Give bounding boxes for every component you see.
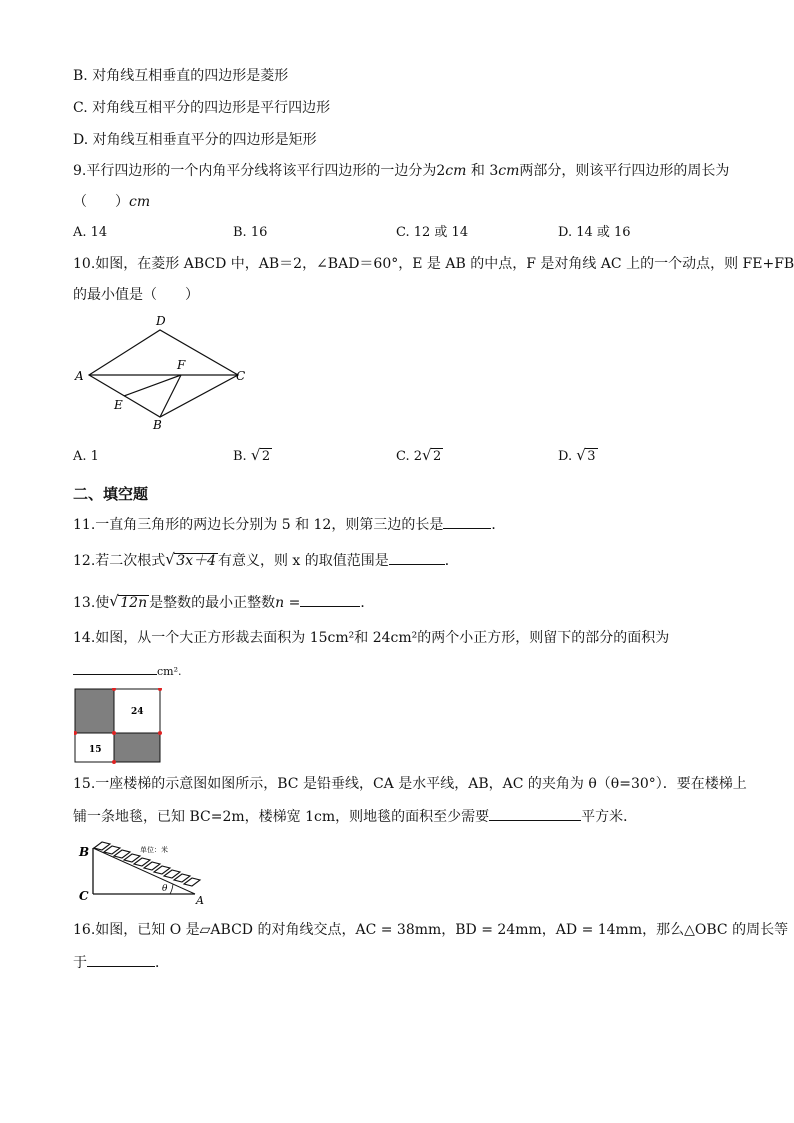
corner-marker [112, 731, 116, 735]
q9-question: 9.平行四边形的一个内角平分线将该平行四边形的一边分为2cm 和 3cm两部分，则该平行四边形的周长为 [73, 163, 730, 179]
shaded-region-bottom-right [114, 733, 160, 762]
answer-blank [300, 592, 360, 607]
sqrt-symbol: √ 12n [109, 592, 148, 611]
q9-option-d: D. 14 或 16 [558, 225, 631, 240]
q12-question: 12.若二次根式 √ 3x＋4 有意义，则 x 的取值范围是 ． [73, 550, 459, 569]
sqrt-symbol: √ 3x＋4 [165, 550, 216, 569]
squares-figure [74, 688, 164, 764]
rhombus-outline [89, 330, 238, 417]
label-b: B [79, 845, 90, 859]
label-15: 15 [89, 745, 102, 755]
answer-blank [73, 660, 157, 675]
q8-option-d: D. 对角线互相垂直平分的四边形是矩形 [73, 132, 317, 148]
q16-question-tail: 于 ． [73, 952, 169, 973]
q10-option-d: D. √ 3 [558, 447, 598, 467]
label-theta: θ [162, 884, 168, 894]
q10-option-a: A. 1 [73, 449, 99, 464]
label-f: F [177, 358, 186, 372]
q15-question: 15.一座楼梯的示意图如图所示，BC 是铅垂线，CA 是水平线，AB，AC 的夹角为 θ（θ=30°）．要在楼梯上 [73, 776, 747, 792]
section-title: 二、填空题 [73, 485, 149, 503]
line-ab [93, 848, 195, 894]
q10-option-c: C. 2 √ 2 [396, 447, 443, 467]
angle-arc [170, 884, 173, 894]
q15-question-tail: 铺一条地毯，已知 BC=2m，楼梯宽 1cm，则地毯的面积至少需要 平方米． [73, 806, 637, 827]
answer-blank [389, 550, 445, 565]
corner-marker [158, 731, 162, 735]
label-a: A [196, 894, 204, 906]
q13-question: 13.使 √ 12n 是整数的最小正整数n = ． [73, 592, 375, 611]
q14-question-tail: cm². [73, 660, 182, 682]
q8-option-b: B. 对角线互相垂直的四边形是菱形 [73, 68, 289, 84]
q9-option-a: A. 14 [73, 225, 108, 240]
q10-option-b: B. √ 2 [233, 447, 272, 467]
unit-label: 单位：米 [140, 846, 168, 854]
q10-question-tail: 的最小值是（ ） [73, 287, 199, 303]
q14-question: 14.如图，从一个大正方形裁去面积为 15cm²和 24cm²的两个小正方形，则留下的部分的面积为 [73, 630, 670, 646]
q8-option-c: C. 对角线互相平分的四边形是平行四边形 [73, 100, 331, 116]
q10-question: 10.如图，在菱形 ABCD 中，AB＝2，∠BAD＝60°，E 是 AB 的中点，F 是对角线 AC 上的一个动点，则 FE+FB [73, 256, 794, 272]
sqrt-symbol: √ 3 [576, 446, 596, 464]
q9-option-c: C. 12 或 14 [396, 225, 469, 240]
answer-blank [87, 952, 155, 967]
q9-question-paren: （ ）cm [73, 194, 151, 210]
label-e: E [114, 398, 123, 412]
label-c: C [79, 889, 89, 903]
shaded-region-top-left [75, 689, 114, 733]
label-b: B [153, 418, 162, 432]
answer-blank [443, 514, 491, 529]
q11-question: 11.一直角三角形的两边长分别为 5 和 12，则第三边的长是 ． [73, 514, 505, 535]
corner-marker [112, 760, 116, 764]
sqrt-symbol: √ 2 [422, 446, 442, 464]
label-c: C [236, 369, 246, 383]
label-a: A [75, 369, 84, 383]
label-d: D [156, 314, 166, 328]
q16-question: 16.如图，已知 O 是▱ABCD 的对角线交点，AC = 38mm，BD = 24mm，AD = 14mm，那么△OBC 的周长等 [73, 922, 789, 938]
answer-blank [489, 806, 581, 821]
staircase-figure [74, 838, 224, 906]
q9-option-b: B. 16 [233, 225, 268, 240]
label-24: 24 [131, 707, 144, 717]
sqrt-symbol: √ 2 [250, 446, 271, 464]
rhombus-figure [70, 312, 255, 434]
